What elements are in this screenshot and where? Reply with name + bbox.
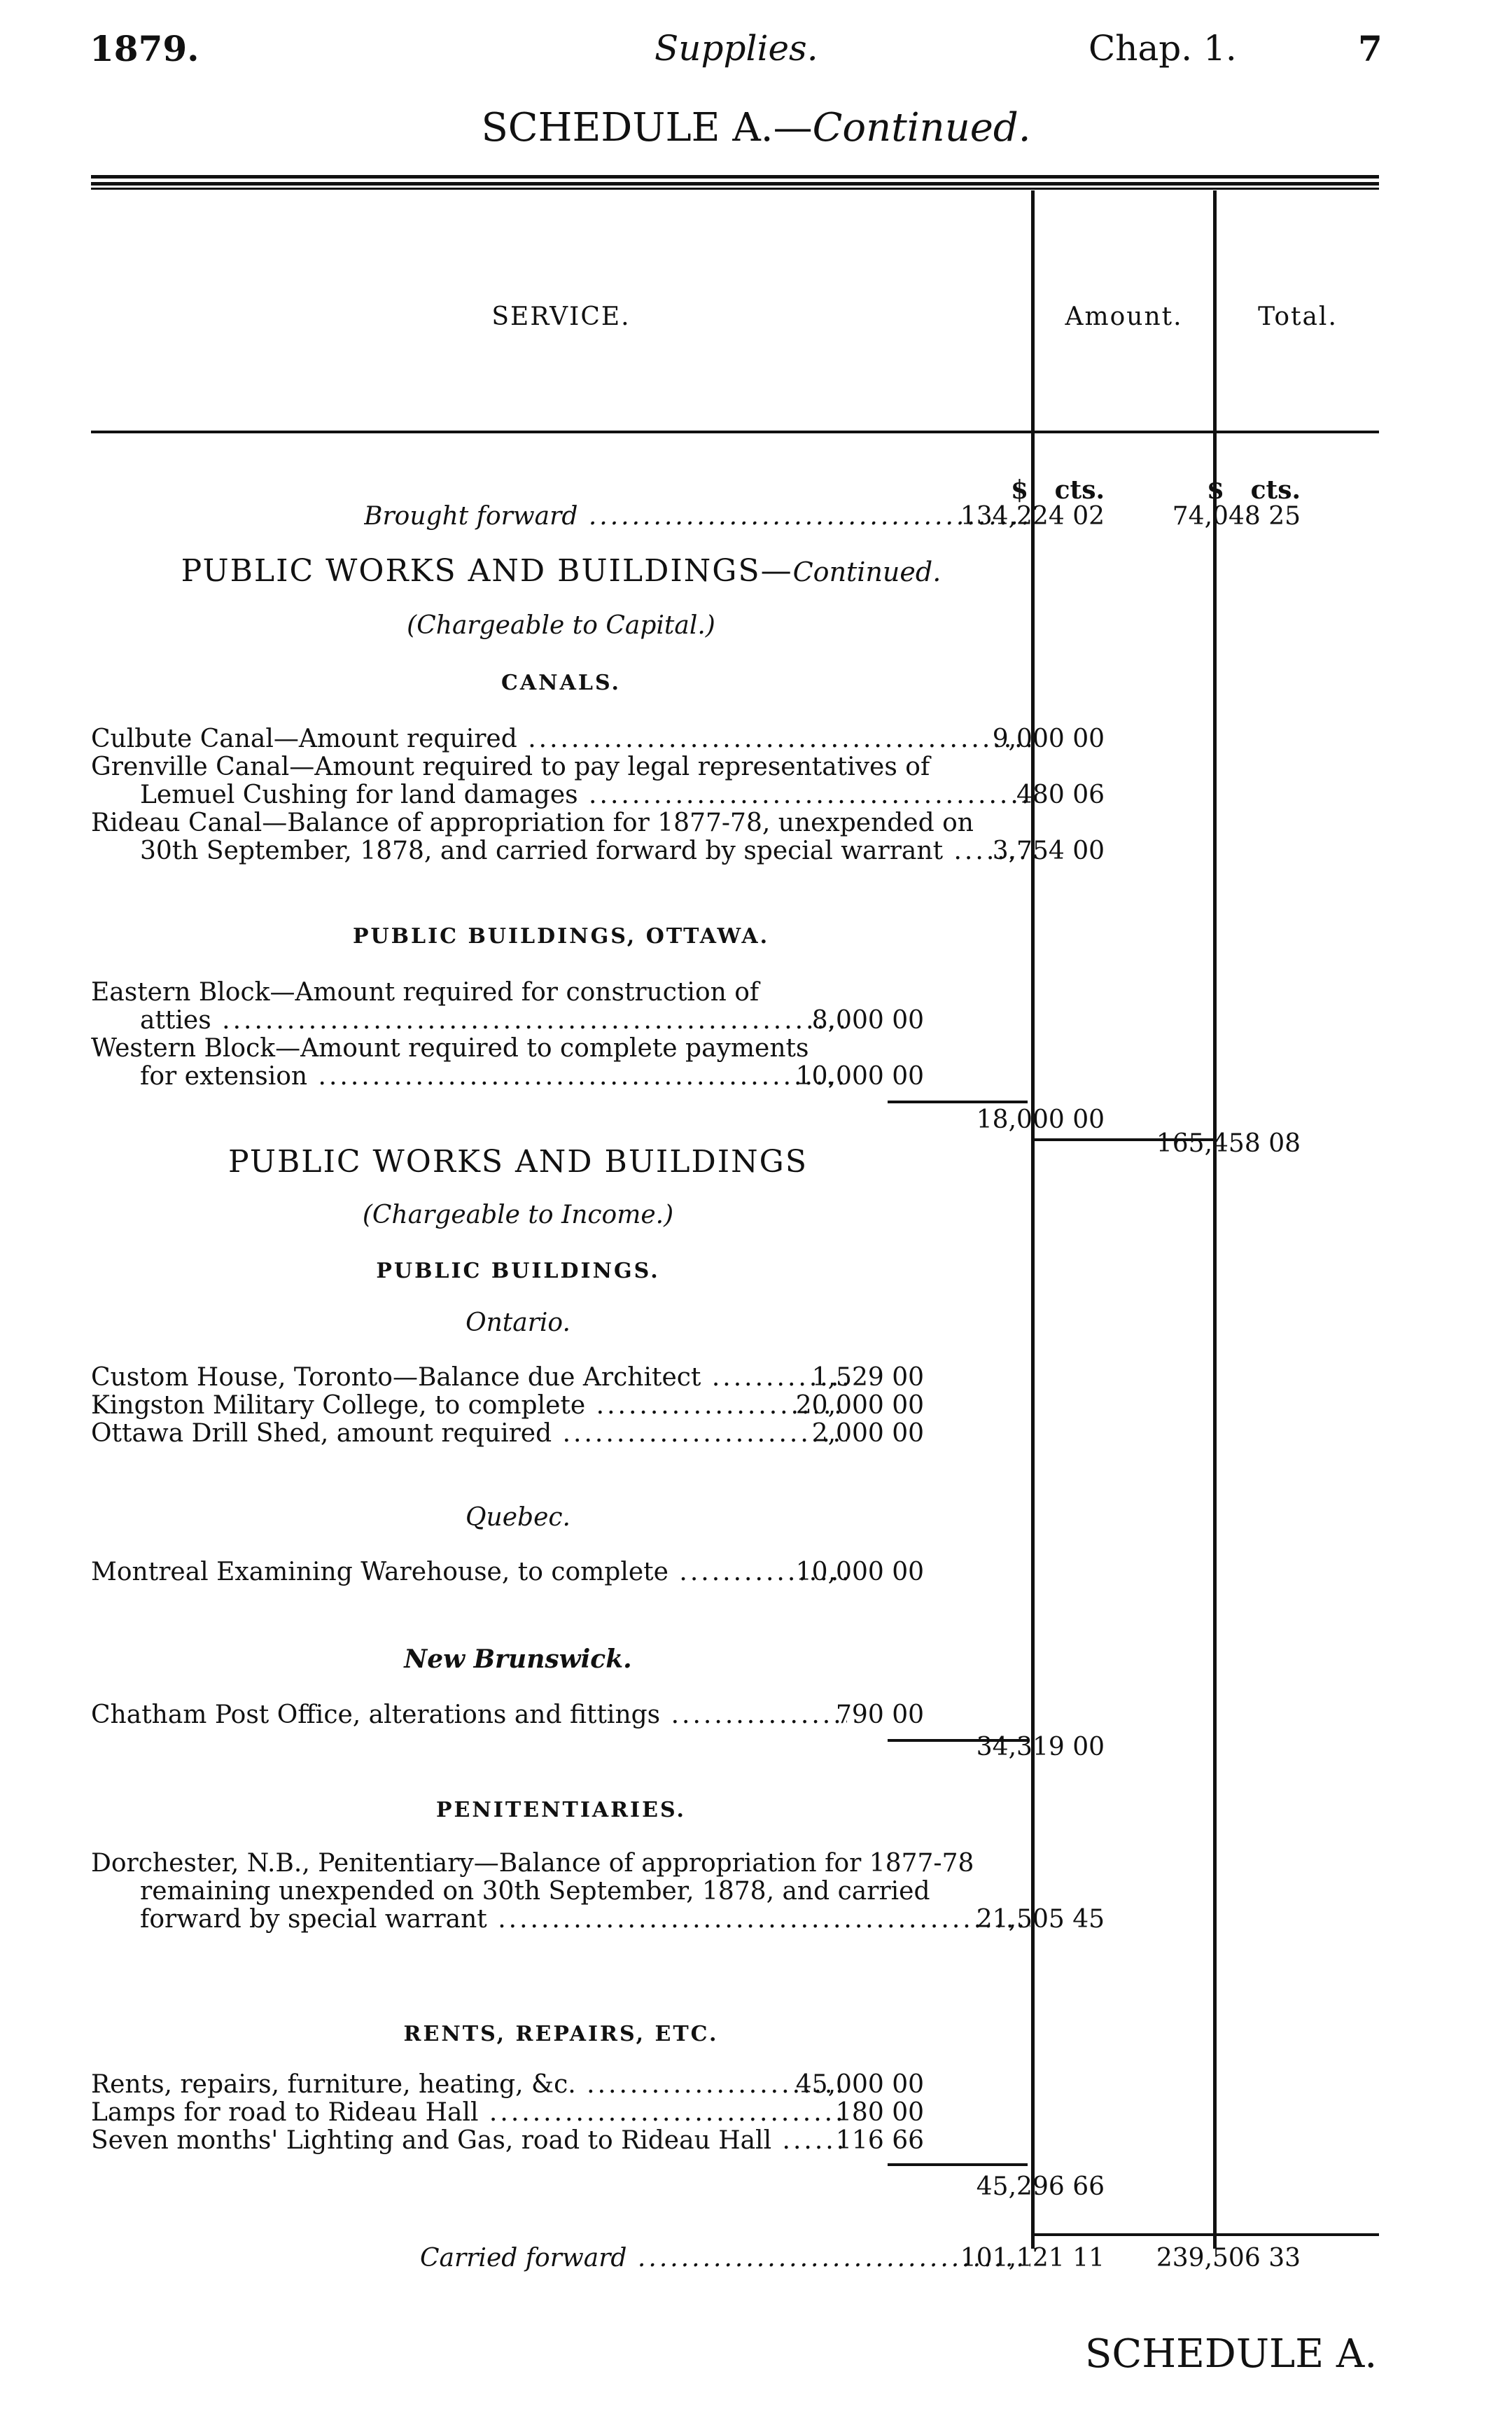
canal-item-rideau [91, 809, 1379, 837]
lighting-label: Seven months' Lighting and Gas, road to Rideau Hall ..... [91, 2127, 847, 2155]
top-double-rule-1 [91, 175, 1379, 179]
rents-item-lamps [91, 2099, 1379, 2127]
carried-forward-label: Carried forward ..... [420, 2244, 1030, 2272]
header-chapter: Chap. 1. [1088, 28, 1237, 69]
schedule-title-main: SCHEDULE A.— [481, 105, 813, 151]
ontario-item-ottawa-drill [91, 1420, 1379, 1448]
carried-forward-row [91, 2244, 1379, 2272]
canal-culbute-amount: 9,000 00 [992, 725, 1105, 753]
rents-repairs-label: Rents, repairs, furniture, heating, &c. ..... [91, 2071, 847, 2099]
brought-forward-label: Brought forward ..... [364, 503, 1030, 531]
pw-capital-heading-text: PUBLIC WORKS AND BUILDINGS— [181, 553, 793, 589]
montreal-label: Montreal Examining Warehouse, to complete ..... [91, 1558, 847, 1586]
custom-house-value: 1,529 00 [811, 1363, 924, 1392]
pb-ottawa-subtotal: 18,000 00 [976, 1105, 1105, 1134]
pw-income-subtotal-row [91, 1733, 1379, 1761]
dorchester-amount: 21,505 45 [976, 1905, 1105, 1934]
canal-item-rideau-cont [91, 837, 1379, 865]
pw-income-subtotal: 34,319 00 [976, 1733, 1105, 1761]
canal-item-culbute [91, 725, 1379, 753]
dorchester-line-3-row [91, 1906, 1379, 1934]
rents-title: RENTS, REPAIRS, ETC. [403, 2022, 719, 2046]
ottawa-drill-label: Ottawa Drill Shed, amount required ..... [91, 1420, 847, 1448]
chatham-label: Chatham Post Office, alterations and fittings ..... [91, 1701, 847, 1729]
dorchester-line-3: forward by special warrant ..... [140, 1906, 1030, 1934]
carried-forward-total: 239,506 33 [1156, 2244, 1301, 2272]
kingston-value: 20,000 00 [795, 1391, 924, 1420]
units-row [91, 476, 1379, 504]
footer-catchword: SCHEDULE A. [1085, 2331, 1378, 2377]
pb-ottawa-title: PUBLIC BUILDINGS, OTTAWA. [352, 924, 770, 949]
canal-rideau-line-2: 30th September, 1878, and carried forward by special warrant ..... [140, 837, 1030, 865]
quebec-title: Quebec. [465, 1503, 570, 1532]
header-year: 1879. [90, 28, 200, 69]
pw-income-heading-text: PUBLIC WORKS AND BUILDINGS [228, 1144, 808, 1180]
ontario-title: Ontario. [465, 1308, 570, 1337]
pb-western-block-cont [91, 1063, 1379, 1091]
rents-item-lighting [91, 2127, 1379, 2155]
montreal-value: 10,000 00 [795, 1558, 924, 1586]
brought-forward-amount: 134,224 02 [960, 502, 1105, 531]
top-double-rule-3 [91, 188, 1379, 190]
ontario-item-custom-house [91, 1364, 1379, 1392]
ontario-item-kingston [91, 1392, 1379, 1420]
column-header-total: Total. [1258, 302, 1338, 331]
canal-rideau-amount: 3,754 00 [992, 837, 1105, 865]
top-double-rule-2 [91, 182, 1379, 186]
pb-income-title: PUBLIC BUILDINGS. [376, 1259, 660, 1283]
pw-capital-charge: (Chargeable to Capital.) [407, 611, 715, 640]
column-header-amount: Amount. [1065, 302, 1183, 331]
rents-subtotal-row [91, 2173, 1379, 2201]
eastern-block-value: 8,000 00 [811, 1006, 924, 1035]
kingston-label: Kingston Military College, to complete ..... [91, 1392, 847, 1420]
amount-cents-unit: cts. [1054, 475, 1105, 505]
western-block-line-2: for extension ..... [140, 1063, 847, 1091]
total-dollar-sign: $ [1206, 475, 1225, 505]
lamps-value: 180 00 [836, 2098, 924, 2127]
dorchester-line-2: remaining unexpended on 30th September, 1878, and carried [140, 1877, 930, 1906]
custom-house-label: Custom House, Toronto—Balance due Architect ..... [91, 1364, 847, 1392]
header-page-number: 7 [1358, 28, 1382, 69]
dorchester-line-1: Dorchester, N.B., Penitentiary—Balance of appropriation for 1877-78 [91, 1849, 974, 1878]
canal-grenville-amount: 480 06 [1016, 781, 1105, 809]
western-block-line-1: Western Block—Amount required to complete payments [91, 1034, 809, 1063]
schedule-title [0, 105, 1512, 151]
lamps-label: Lamps for road to Rideau Hall ..... [91, 2099, 847, 2127]
carried-forward-amount: 101,121 11 [960, 2244, 1105, 2272]
chatham-value: 790 00 [836, 1701, 924, 1729]
rents-subtotal: 45,296 66 [976, 2172, 1105, 2201]
quebec-item-montreal [91, 1558, 1379, 1586]
header-bottom-rule [91, 431, 1379, 433]
nb-item-chatham [91, 1701, 1379, 1729]
pb-western-block [91, 1035, 1379, 1063]
pw-capital-total: 165,458 08 [1156, 1129, 1301, 1158]
pw-income-heading [91, 1143, 945, 1182]
new-brunswick-title: New Brunswick. [404, 1645, 632, 1674]
amount-dollar-sign: $ [1010, 475, 1029, 505]
pw-income-charge: (Chargeable to Income.) [362, 1201, 674, 1229]
eastern-block-line-1: Eastern Block—Amount required for construction of [91, 978, 760, 1007]
pw-capital-heading [91, 552, 1031, 591]
canal-grenville-line-1: Grenville Canal—Amount required to pay legal representatives of [91, 753, 930, 781]
dorchester-line-1-row [91, 1850, 1379, 1878]
eastern-block-line-2: atties ..... [140, 1007, 847, 1035]
canal-rideau-line-1: Rideau Canal—Balance of appropriation for 1877-78, unexpended on [91, 809, 974, 837]
canal-item-grenville-cont [91, 781, 1379, 809]
pb-eastern-block [91, 979, 1379, 1007]
carried-forward-rule [1035, 2233, 1379, 2236]
brought-forward-total: 74,048 25 [1172, 502, 1301, 531]
rents-repairs-value: 45,000 00 [795, 2070, 924, 2099]
dorchester-line-2-row [91, 1878, 1379, 1906]
rents-item-rents [91, 2071, 1379, 2099]
canal-item-grenville [91, 753, 1379, 781]
canal-grenville-line-2: Lemuel Cushing for land damages ..... [140, 781, 1030, 809]
canal-culbute-label: Culbute Canal—Amount required ..... [91, 725, 1030, 753]
schedule-title-continued: Continued. [812, 105, 1031, 151]
header-subject: Supplies. [654, 28, 818, 69]
penitentiaries-title: PENITENTIARIES. [436, 1798, 686, 1822]
ottawa-drill-value: 2,000 00 [811, 1419, 924, 1448]
total-cents-unit: cts. [1250, 475, 1301, 505]
brought-forward-row [91, 503, 1379, 531]
western-block-value: 10,000 00 [795, 1062, 924, 1091]
pb-eastern-block-cont [91, 1007, 1379, 1035]
rents-sum-rule [888, 2163, 1028, 2166]
pb-ottawa-sum-rule [888, 1101, 1028, 1103]
canals-title: CANALS. [501, 671, 621, 695]
pw-capital-heading-cont: Continued. [792, 557, 941, 587]
column-header-service: SERVICE. [491, 302, 631, 331]
lighting-value: 116 66 [836, 2126, 924, 2155]
